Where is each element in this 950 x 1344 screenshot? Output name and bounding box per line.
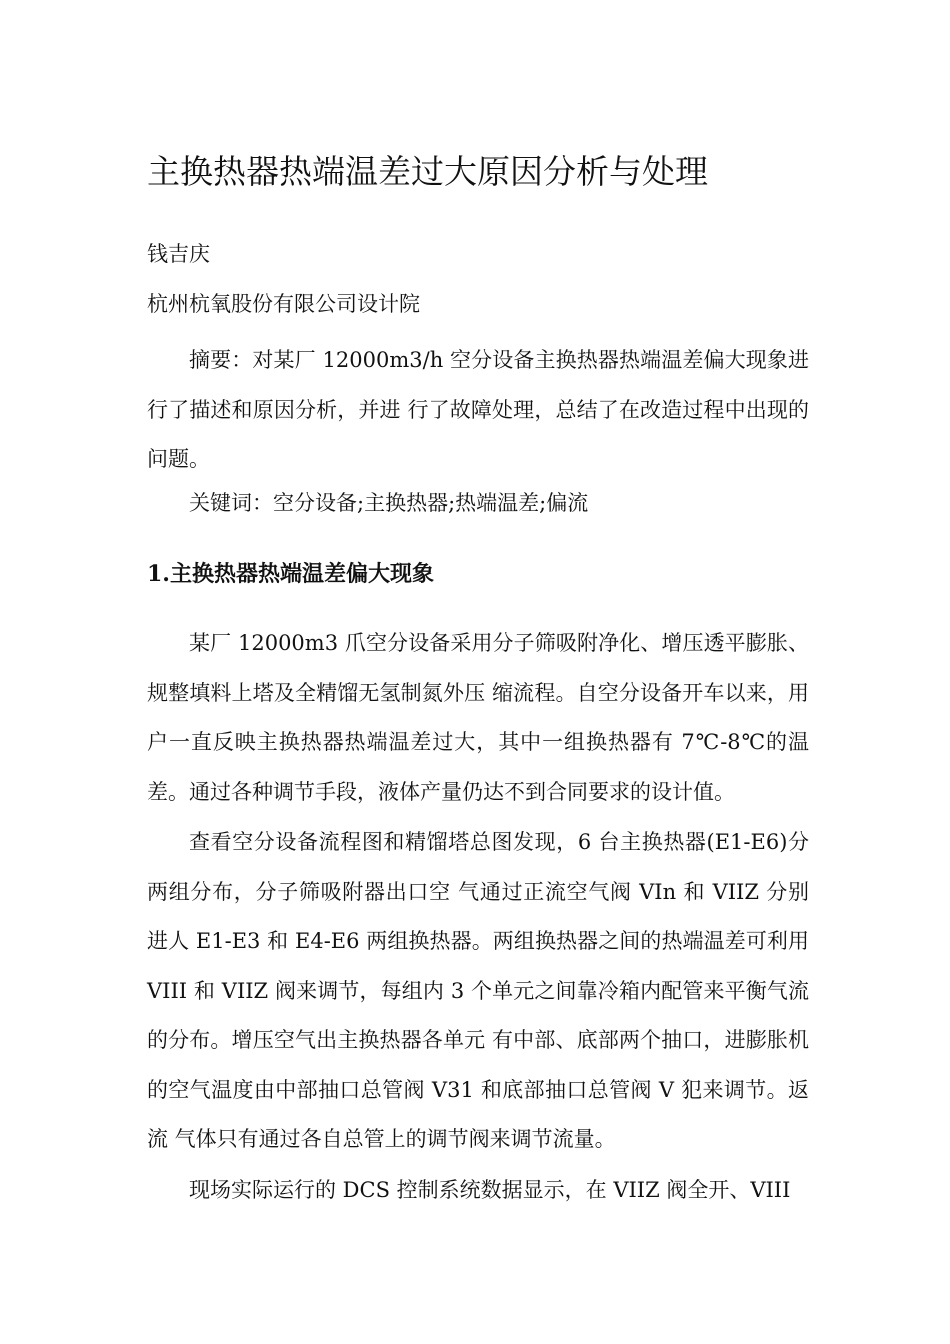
body-paragraph: 查看空分设备流程图和精馏塔总图发现，6 台主换热器(E1-E6)分两组分布，分子筛吸附器出口空 气通过正流空气阀 VIn 和 VIIZ 分别进人 E1-E3 和 E4-E6 两组换热器。两组换热器之间的热端温差可利用 VIII 和 VIIZ 阀来调节，每组内 3 个单元之间靠冷箱内配管来平衡气流的分布。增压空气出主换热器各单元 有中部、底部两个抽口，进膨胀机的空气温度由中部抽口总管阀 V31 和底部抽口总管阀 V 犯来调节。返流 气体只有通过各自总管上的调节阀来调节流量。: [147, 830, 809, 1151]
document-title: 主换热器热端温差过大原因分析与处理: [147, 152, 708, 191]
body-paragraph: 现场实际运行的 DCS 控制系统数据显示，在 VIIZ 阀全开、VIII: [189, 1178, 791, 1202]
section-heading: 1.主换热器热端温差偏大现象: [147, 561, 434, 587]
body-paragraph: 某厂 12000m3 爪空分设备采用分子筛吸附净化、增压透平膨胀、规整填料上塔及全精馏无氢制氮外压 缩流程。自空分设备开车以来，用户一直反映主换热器热端温差过大，其中一组换热器有 7℃-8℃的温 差。通过各种调节手段，液体产量仍达不到合同要求的设计值。: [147, 631, 809, 804]
keywords-line: 关键词：空分设备;主换热器;热端温差;偏流: [189, 491, 589, 515]
author-name: 钱吉庆: [147, 242, 210, 266]
abstract-paragraph: 摘要：对某厂 12000m3/h 空分设备主换热器热端温差偏大现象进行了描述和原因分析，并进 行了故障处理，总结了在改造过程中出现的问题。: [147, 348, 809, 471]
author-affiliation: 杭州杭氧股份有限公司设计院: [147, 292, 420, 316]
